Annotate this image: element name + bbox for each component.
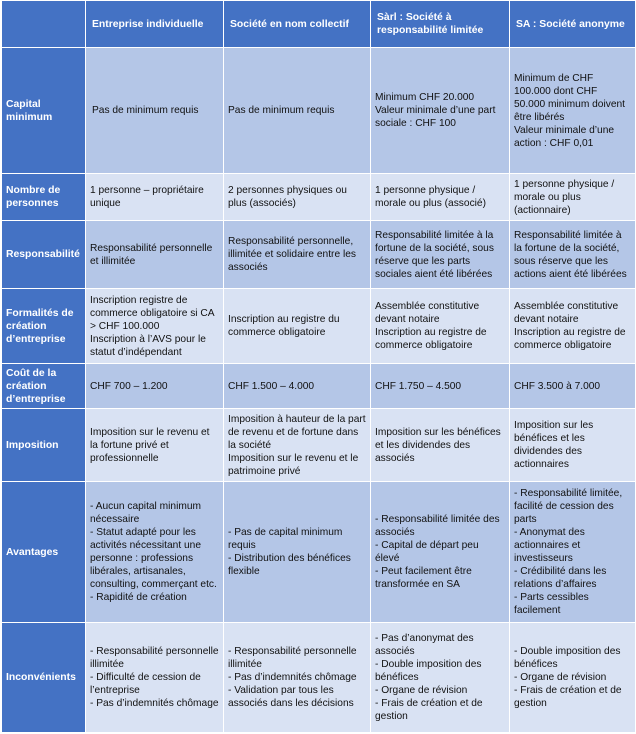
row-inconvenients: [2, 623, 636, 733]
list-item: - Responsabilité personnelle illimitée: [228, 646, 357, 670]
list-item: - Responsabilité limitée des associés: [375, 514, 500, 538]
cell-responsabilite-sarl: Responsabilité limitée à la fortune de la société, sous réserve que les parts sociales aient été libérées: [371, 221, 510, 289]
row-avantages: [2, 482, 636, 623]
row-formalites: [2, 289, 636, 364]
list-item: - Distribution des bénéfices flexible: [228, 553, 351, 577]
cell-inconvenients-sa: [510, 623, 636, 733]
cell-inconvenients-sarl: [371, 623, 510, 733]
cell-personnes-sarl: 1 personne physique / morale ou plus (associé): [371, 174, 510, 221]
cell-line: Inscription au registre de commerce obligatoire: [514, 327, 626, 351]
list-item: - Double imposition des bénéfices: [514, 646, 621, 670]
list-item: - Aucun capital minimum nécessaire: [90, 501, 201, 525]
cell-line: Valeur minimale d’une part sociale : CHF 100: [375, 105, 496, 129]
cell-line: Imposition à hauteur de la part de revenu et de fortune dans la société: [228, 413, 366, 451]
cell-line: Minimum de CHF 100.000 dont CHF 50.000 minimum doivent être libérés: [514, 72, 625, 123]
header-societe-nom-collectif: Société en nom collectif: [224, 1, 371, 48]
cell-responsabilite-sa: Responsabilité limitée à la fortune de la société, sous réserve que les actions aient été libérées: [510, 221, 636, 289]
avantages-sa-list: [514, 487, 631, 617]
cell-line: Inscription au registre de commerce obligatoire: [375, 327, 487, 351]
inconvenients-sarl-list: [375, 632, 505, 723]
cell-capital-sarl: [371, 48, 510, 174]
list-item: - Peut facilement être transformée en SA: [375, 566, 472, 590]
row-responsabilite: [2, 221, 636, 289]
cell-line: Minimum CHF 20.000: [375, 92, 475, 103]
cell-responsabilite-snc: Responsabilité personnelle, illimitée et solidaire entre les associés: [224, 221, 371, 289]
list-item: - Double imposition des bénéfices: [375, 659, 482, 683]
row-label-personnes: Nombre de personnes: [2, 174, 86, 221]
cell-avantages-snc: [224, 482, 371, 623]
list-item: - Frais de création et de gestion: [375, 698, 483, 722]
row-label-inconvenients: Inconvénients: [2, 623, 86, 733]
header-sa: SA : Société anonyme: [510, 1, 636, 48]
cell-imposition-ei: Imposition sur le revenu et la fortune privé et professionnelle: [86, 409, 224, 482]
list-item: - Responsabilité limitée, facilité de cession des parts: [514, 488, 623, 525]
cell-cout-snc: CHF 1.500 – 4.000: [224, 364, 371, 409]
cell-inconvenients-snc: [224, 623, 371, 733]
header-row: [2, 1, 636, 48]
cell-formalites-ei: [86, 289, 224, 364]
list-item: - Pas d’anonymat des associés: [375, 633, 474, 657]
cell-avantages-sarl: [371, 482, 510, 623]
list-item: - Pas d’indemnités chômage: [228, 672, 357, 683]
list-item: - Anonymat des actionnaires et investisseurs: [514, 527, 585, 564]
list-item: - Validation par tous les associés dans les décisions: [228, 685, 354, 709]
header-entreprise-individuelle: Entreprise individuelle: [86, 1, 224, 48]
cell-formalites-sarl: [371, 289, 510, 364]
list-item: - Organe de révision: [375, 685, 468, 696]
list-item: - Parts cessibles facilement: [514, 592, 589, 616]
cell-cout-ei: CHF 700 – 1.200: [86, 364, 224, 409]
cell-line: Imposition sur le revenu et le patrimoine privé: [228, 452, 359, 477]
inconvenients-sa-list: [514, 645, 631, 710]
cell-cout-sarl: CHF 1.750 – 4.500: [371, 364, 510, 409]
cell-capital-sa: [510, 48, 636, 174]
cell-line: Assemblée constitutive devant notaire: [375, 301, 480, 325]
inconvenients-snc-list: [228, 645, 366, 710]
list-item: - Organe de révision: [514, 672, 607, 683]
row-nombre-personnes: [2, 174, 636, 221]
row-cout-creation: [2, 364, 636, 409]
list-item: - Frais de création et de gestion: [514, 685, 622, 709]
cell-inconvenients-ei: [86, 623, 224, 733]
list-item: - Rapidité de création: [90, 592, 187, 603]
cell-personnes-snc: 2 personnes physiques ou plus (associés): [224, 174, 371, 221]
cell-capital-snc: Pas de minimum requis: [224, 48, 371, 174]
avantages-sarl-list: [375, 513, 505, 591]
list-item: - Capital de départ peu élevé: [375, 540, 479, 564]
cell-avantages-ei: [86, 482, 224, 623]
list-item: - Statut adapté pour les activités nécessitant une personne : professions libérales, artisanales, consulting, commerçant etc.: [90, 527, 217, 590]
comparison-table: [1, 0, 636, 733]
cell-capital-ei: Pas de minimum requis: [86, 48, 224, 174]
row-capital-minimum: [2, 48, 636, 174]
cell-responsabilite-ei: Responsabilité personnelle et illimitée: [86, 221, 224, 289]
cell-cout-sa: CHF 3.500 à 7.000: [510, 364, 636, 409]
cell-imposition-snc: [224, 409, 371, 482]
avantages-ei-list: [90, 500, 219, 604]
header-sarl: Sàrl : Société à responsabilité limitée: [371, 1, 510, 48]
row-label-responsabilite: Responsabilité: [2, 221, 86, 289]
list-item: - Responsabilité personnelle illimitée: [90, 646, 219, 670]
cell-avantages-sa: [510, 482, 636, 623]
row-label-capital: Capital minimum: [2, 48, 86, 174]
row-imposition: [2, 409, 636, 482]
header-corner: [2, 1, 86, 48]
list-item: - Difficulté de cession de l’entreprise: [90, 672, 201, 696]
cell-personnes-sa: 1 personne physique / morale ou plus (actionnaire): [510, 174, 636, 221]
row-label-formalites: Formalités de création d’entreprise: [2, 289, 86, 364]
list-item: - Pas de capital minimum requis: [228, 527, 343, 551]
row-label-imposition: Imposition: [2, 409, 86, 482]
cell-imposition-sa: Imposition sur les bénéfices et les dividendes des actionnaires: [510, 409, 636, 482]
cell-line: Inscription registre de commerce obligatoire si CA > CHF 100.000: [90, 294, 214, 332]
cell-imposition-sarl: Imposition sur les bénéfices et les dividendes des associés: [371, 409, 510, 482]
avantages-snc-list: [228, 526, 366, 578]
cell-line: Assemblée constitutive devant notaire: [514, 301, 619, 325]
row-label-avantages: Avantages: [2, 482, 86, 623]
cell-formalites-sa: [510, 289, 636, 364]
row-label-cout: Coût de la création d’entreprise: [2, 364, 86, 409]
cell-line: Valeur minimale d’une action : CHF 0,01: [514, 124, 615, 149]
list-item: - Pas d’indemnités chômage: [90, 698, 219, 709]
cell-line: Inscription à l’AVS pour le statut d’indépendant: [90, 333, 206, 358]
list-item: - Crédibilité dans les relations d’affaires: [514, 566, 607, 590]
cell-formalites-snc: Inscription au registre du commerce obligatoire: [224, 289, 371, 364]
cell-personnes-ei: 1 personne – propriétaire unique: [86, 174, 224, 221]
inconvenients-ei-list: [90, 645, 219, 710]
